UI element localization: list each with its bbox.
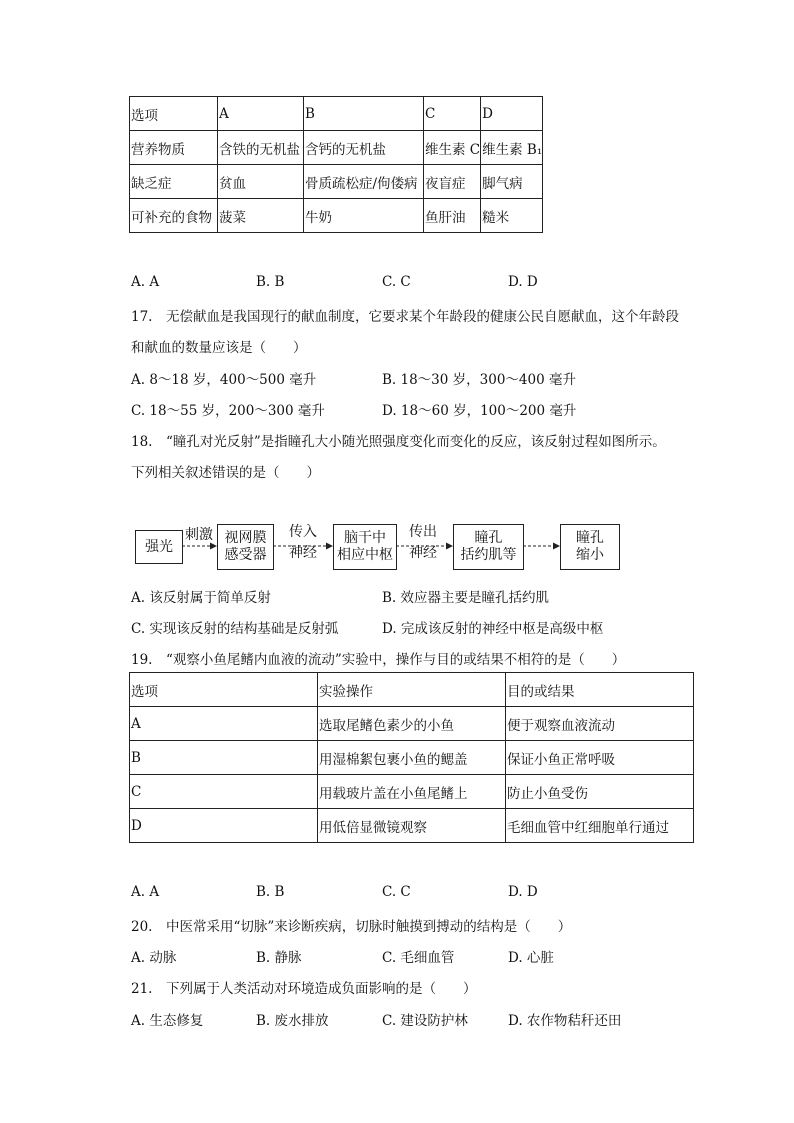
q17-stem-line1: 17. 无偿献血是我国现行的献血制度，它要求某个年龄段的健康公民自愿献血，这个年龄段 — [131, 309, 679, 325]
q18-option-b[interactable]: B. 效应器主要是瞳孔括约肌 — [382, 590, 550, 606]
table-cell: D — [481, 97, 543, 131]
table-cell: 夜盲症 — [424, 165, 481, 199]
table-cell: 营养物质 — [130, 131, 218, 165]
diagram-label: 缩小 — [576, 547, 604, 563]
table-cell: C — [424, 97, 481, 131]
q21-option-b[interactable]: B. 废水排放 — [256, 1013, 329, 1029]
diagram-label: 强光 — [145, 538, 173, 555]
q20-option-b[interactable]: B. 静脉 — [256, 950, 302, 966]
table-cell: 含钙的无机盐 — [304, 131, 424, 165]
experiment-table — [129, 672, 694, 843]
diagram-arrow-label: 神经 — [289, 545, 317, 561]
q20-option-d[interactable]: D. 心脏 — [508, 950, 554, 966]
table-cell: 保证小鱼正常呼吸 — [506, 741, 694, 775]
table-cell: 贫血 — [218, 165, 304, 199]
table-cell: 牛奶 — [304, 199, 424, 233]
table-cell: A — [218, 97, 304, 131]
table-cell: 糙米 — [481, 199, 543, 233]
q17-option-c[interactable]: C. 18～55 岁，200～300 毫升 — [131, 403, 325, 419]
table-cell: D — [130, 809, 318, 843]
q21-option-c[interactable]: C. 建设防护林 — [382, 1013, 468, 1029]
q17-option-d[interactable]: D. 18～60 岁，100～200 毫升 — [382, 403, 577, 419]
table-cell: B — [130, 741, 318, 775]
q17-option-a[interactable]: A. 8～18 岁，400～500 毫升 — [131, 372, 317, 388]
q16-option-c[interactable]: C. C — [382, 274, 411, 290]
q18-stem-line2: 下列相关叙述错误的是（ ） — [131, 465, 320, 481]
q16-option-a[interactable]: A. A — [131, 274, 160, 290]
diagram-label: 相应中枢 — [337, 547, 393, 563]
diagram-label: 视网膜 — [224, 530, 267, 546]
table-cell: 骨质疏松症/佝偻病 — [304, 165, 424, 199]
table-cell: 目的或结果 — [506, 673, 694, 707]
diagram-label: 括约肌等 — [460, 547, 517, 563]
q19-stem: 19. “观察小鱼尾鳍内血液的流动”实验中，操作与目的或结果不相符的是（ ） — [131, 652, 626, 668]
q20-option-c[interactable]: C. 毛细血管 — [382, 950, 455, 966]
q19-option-d[interactable]: D. D — [508, 884, 538, 900]
table-cell: 用低倍显微镜观察 — [318, 809, 506, 843]
table-cell: 脚气病 — [481, 165, 543, 199]
table-row — [130, 775, 694, 809]
table-cell: 菠菜 — [218, 199, 304, 233]
table-cell: 维生素 C — [424, 131, 481, 165]
q19-option-a[interactable]: A. A — [131, 884, 160, 900]
q16-option-b[interactable]: B. B — [256, 274, 285, 290]
q17-option-b[interactable]: B. 18～30 岁，300～400 毫升 — [382, 372, 576, 388]
q20-option-a[interactable]: A. 动脉 — [131, 950, 177, 966]
table-cell: 选项 — [130, 97, 218, 131]
table-cell: 用载玻片盖在小鱼尾鳍上 — [318, 775, 506, 809]
table-row — [130, 707, 694, 741]
q18-option-c[interactable]: C. 实现该反射的结构基础是反射弧 — [131, 621, 339, 637]
q19-option-b[interactable]: B. B — [256, 884, 285, 900]
diagram-arrow-label: 刺激 — [185, 527, 213, 543]
diagram-label: 脑干中 — [344, 530, 386, 546]
diagram-arrow-label: 神经 — [409, 545, 437, 561]
q16-option-d[interactable]: D. D — [508, 274, 538, 290]
q17-stem-line2: 和献血的数量应该是（ ） — [131, 340, 307, 356]
q19-option-c[interactable]: C. C — [382, 884, 411, 900]
diagram-label: 瞳孔 — [474, 530, 503, 546]
table-cell: 选取尾鳍色素少的小鱼 — [318, 707, 506, 741]
table-cell: 鱼肝油 — [424, 199, 481, 233]
q21-stem: 21. 下列属于人类活动对环境造成负面影响的是（ ） — [131, 981, 477, 997]
diagram-label: 感受器 — [224, 547, 267, 563]
table-cell: 便于观察血液流动 — [506, 707, 694, 741]
q21-option-d[interactable]: D. 农作物秸秆还田 — [508, 1013, 622, 1029]
table-cell: 含铁的无机盐 — [218, 131, 304, 165]
q18-option-a[interactable]: A. 该反射属于简单反射 — [131, 590, 271, 606]
q21-option-a[interactable]: A. 生态修复 — [131, 1013, 204, 1029]
q18-stem-line1: 18. “瞳孔对光反射”是指瞳孔大小随光照强度变化而变化的反应，该反射过程如图所示。 — [131, 434, 666, 450]
table-cell: B — [304, 97, 424, 131]
q18-option-d[interactable]: D. 完成该反射的神经中枢是高级中枢 — [382, 621, 604, 637]
table-cell: 毛细血管中红细胞单行通过 — [506, 809, 694, 843]
table-cell: 用湿棉絮包裹小鱼的鳃盖 — [318, 741, 506, 775]
table-cell: 缺乏症 — [130, 165, 218, 199]
table-cell: 维生素 B₁ — [481, 131, 543, 165]
table-cell: 实验操作 — [318, 673, 506, 707]
table-cell: 选项 — [130, 673, 318, 707]
table-cell: 可补充的食物 — [130, 199, 218, 233]
diagram-arrow-label: 传出 — [409, 524, 437, 540]
diagram-label: 瞳孔 — [576, 530, 604, 546]
table-cell: A — [130, 707, 318, 741]
diagram-arrow-label: 传入 — [289, 524, 317, 540]
table-cell: C — [130, 775, 318, 809]
q20-stem: 20. 中医常采用“切脉”来诊断疾病，切脉时触摸到搏动的结构是（ ） — [131, 919, 572, 935]
table-row — [130, 673, 694, 707]
table-row — [130, 809, 694, 843]
table-row — [130, 741, 694, 775]
table-cell: 防止小鱼受伤 — [506, 775, 694, 809]
